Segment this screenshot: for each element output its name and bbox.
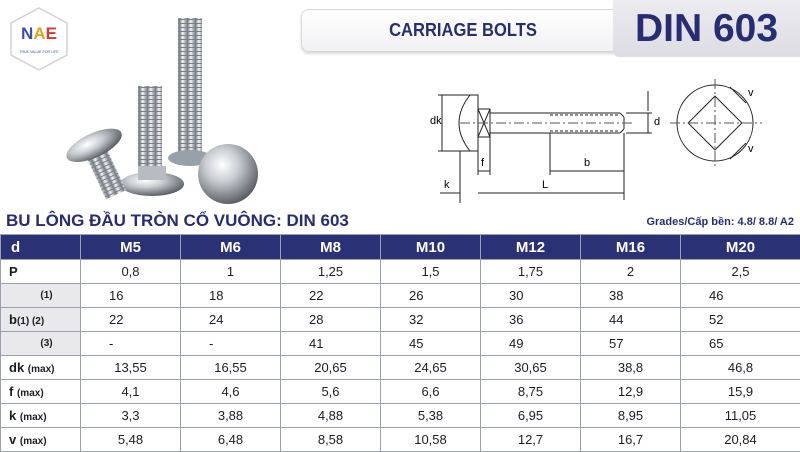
- carriage-bolts-photo-icon: [60, 8, 270, 208]
- table-cell: 46: [681, 284, 800, 308]
- table-cell: 38,8: [581, 356, 681, 380]
- table-cell: 16: [81, 284, 181, 308]
- label-d: d: [654, 116, 660, 128]
- header-size: M12: [481, 235, 581, 260]
- table-cell: 49: [481, 332, 581, 356]
- table-cell: 22: [81, 308, 181, 332]
- header-size: M10: [381, 235, 481, 260]
- table-cell: 3,88: [181, 404, 281, 428]
- table-cell: 4,1: [81, 380, 181, 404]
- label-k: k: [444, 179, 450, 191]
- row-label-text: b: [9, 312, 17, 327]
- header-d: d: [1, 235, 81, 260]
- table-row-f: [1, 380, 800, 404]
- logo-letter-e: E: [46, 24, 57, 43]
- header-size: M8: [281, 235, 381, 260]
- table-cell: 32: [381, 308, 481, 332]
- table-cell: 6,95: [481, 404, 581, 428]
- table-cell: 10,58: [381, 428, 481, 452]
- table-cell: 16,7: [581, 428, 681, 452]
- table-cell: 30: [481, 284, 581, 308]
- product-title: CARRIAGE BOLTS: [301, 9, 625, 52]
- table-cell: 8,75: [481, 380, 581, 404]
- header-size: M16: [581, 235, 681, 260]
- table-cell: 44: [581, 308, 681, 332]
- header-size: M5: [81, 235, 181, 260]
- table-cell: 6,6: [381, 380, 481, 404]
- table-row-dk: [1, 356, 800, 380]
- table-cell: 22: [281, 284, 381, 308]
- table-row-b2: [1, 308, 800, 332]
- row-label-text: P: [9, 264, 18, 279]
- row-label: [1, 356, 81, 380]
- row-unit: (max): [17, 388, 44, 399]
- label-l: L: [542, 179, 548, 191]
- table-cell: 30,65: [481, 356, 581, 380]
- logo-letter-n: N: [21, 24, 33, 43]
- table-cell: 15,9: [681, 380, 800, 404]
- header-size: M20: [681, 235, 800, 260]
- bolt-dimension-drawing-icon: [430, 75, 800, 210]
- row-label: [1, 260, 81, 284]
- table-cell: 26: [381, 284, 481, 308]
- row-label: [1, 428, 81, 452]
- table-row-p: [1, 260, 800, 284]
- table-cell: 65: [681, 332, 800, 356]
- row-unit: (3): [40, 338, 52, 349]
- table-row-b3: [1, 332, 800, 356]
- logo-letter-a: A: [33, 24, 45, 43]
- section-heading: BU LÔNG ĐẦU TRÒN CỔ VUÔNG: DIN 603: [6, 211, 349, 231]
- table-cell: 46,8: [681, 356, 800, 380]
- table-row-v: [1, 428, 800, 452]
- table-row-b1: [1, 284, 800, 308]
- table-cell: 41: [281, 332, 381, 356]
- table-cell: 0,8: [81, 260, 181, 284]
- product-photo: [60, 8, 270, 208]
- table-cell: -: [181, 332, 281, 356]
- table-cell: 11,05: [681, 404, 800, 428]
- label-b: b: [584, 157, 590, 169]
- label-v-top: v: [748, 87, 754, 99]
- table-cell: 52: [681, 308, 800, 332]
- table-cell: 38: [581, 284, 681, 308]
- table-cell: 1,5: [381, 260, 481, 284]
- table-row-k: [1, 404, 800, 428]
- technical-drawing: [430, 75, 800, 210]
- row-label-text: v: [9, 432, 16, 447]
- table-cell: 20,84: [681, 428, 800, 452]
- table-cell: 2: [581, 260, 681, 284]
- table-cell: 24: [181, 308, 281, 332]
- table-cell: 57: [581, 332, 681, 356]
- table-cell: 20,65: [281, 356, 381, 380]
- row-label: [1, 380, 81, 404]
- logo-tagline: TRUE VALUE FOR LIFE: [6, 50, 72, 54]
- grades-note: Grades/Cấp bền: 4.8/ 8.8/ A2: [646, 216, 794, 228]
- standard-code: DIN 603: [613, 0, 800, 57]
- table-cell: 28: [281, 308, 381, 332]
- table-cell: 12,9: [581, 380, 681, 404]
- table-cell: 36: [481, 308, 581, 332]
- table-cell: -: [81, 332, 181, 356]
- dimension-table: [0, 234, 800, 452]
- row-label-text: f: [9, 384, 13, 399]
- table-cell: 4,88: [281, 404, 381, 428]
- row-label-text: dk: [9, 360, 24, 375]
- label-dk: dk: [430, 115, 442, 127]
- table-cell: 3,3: [81, 404, 181, 428]
- row-label: [1, 404, 81, 428]
- table-cell: 8,58: [281, 428, 381, 452]
- row-label: [1, 332, 81, 356]
- table-cell: 8,95: [581, 404, 681, 428]
- row-unit: (max): [20, 436, 47, 447]
- table-cell: 5,38: [381, 404, 481, 428]
- row-label: [1, 308, 81, 332]
- label-f: f: [481, 157, 484, 169]
- table-cell: 6,48: [181, 428, 281, 452]
- row-label: [1, 284, 81, 308]
- row-unit: (max): [20, 412, 47, 423]
- label-v-bottom: v: [748, 143, 754, 155]
- header-size: M6: [181, 235, 281, 260]
- table-header-row: [1, 235, 800, 260]
- table-cell: 5,6: [281, 380, 381, 404]
- table-cell: 1,25: [281, 260, 381, 284]
- row-unit: (1) (2): [17, 316, 44, 327]
- table-cell: 1: [181, 260, 281, 284]
- table-cell: 4,6: [181, 380, 281, 404]
- table-cell: 2,5: [681, 260, 800, 284]
- row-unit: (1): [40, 290, 52, 301]
- table-cell: 24,65: [381, 356, 481, 380]
- table-cell: 12,7: [481, 428, 581, 452]
- row-unit: (max): [28, 364, 55, 375]
- table-cell: 45: [381, 332, 481, 356]
- table-cell: 5,48: [81, 428, 181, 452]
- table-cell: 16,55: [181, 356, 281, 380]
- table-cell: 13,55: [81, 356, 181, 380]
- row-label-text: k: [9, 408, 16, 423]
- table-cell: 18: [181, 284, 281, 308]
- table-cell: 1,75: [481, 260, 581, 284]
